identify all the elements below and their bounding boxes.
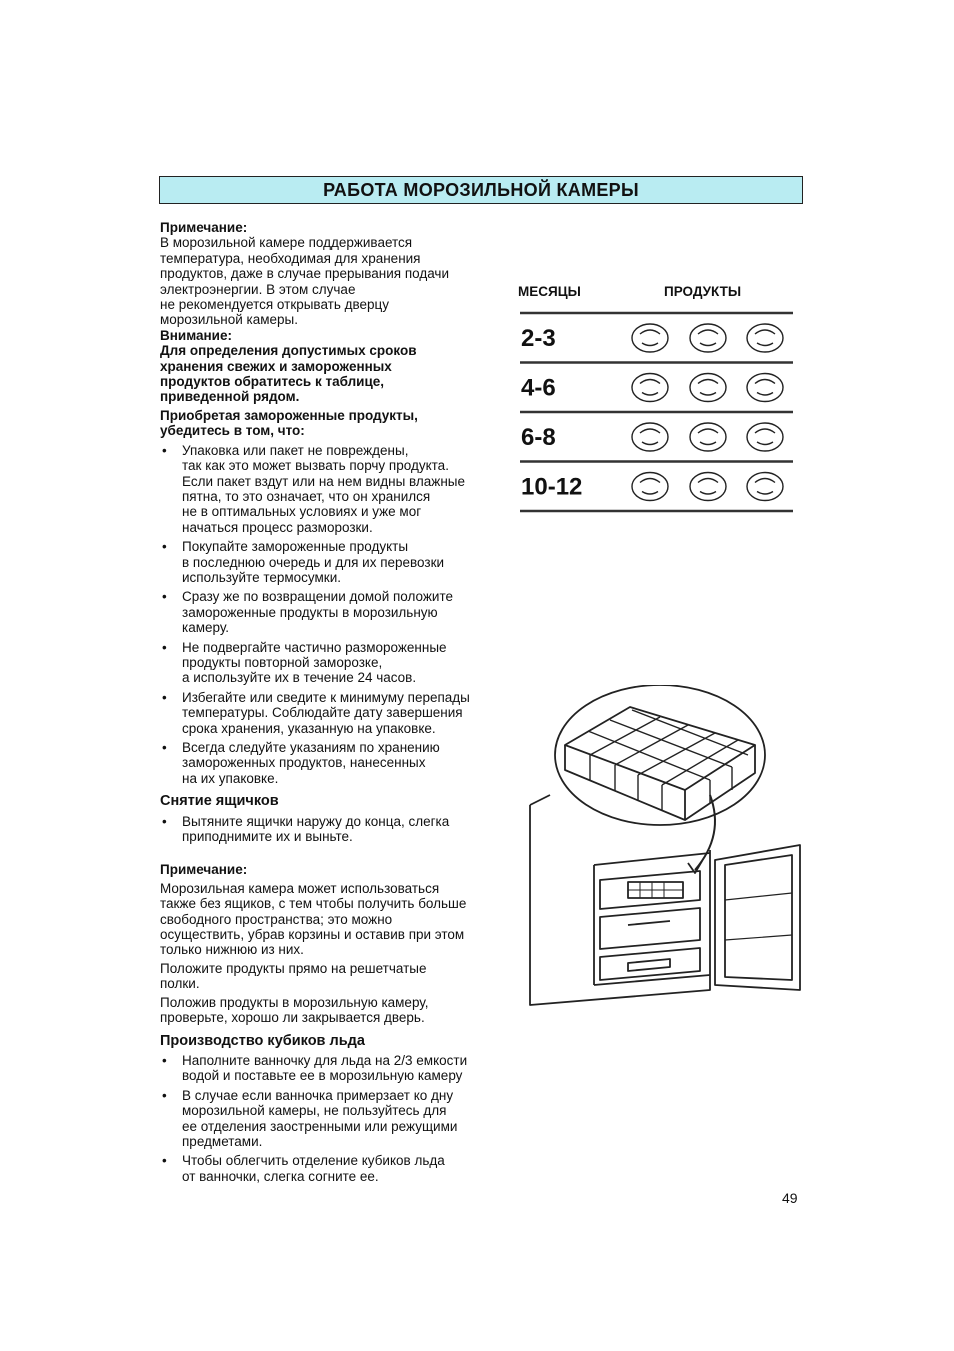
buying-bullet-line: а используйте их в течение 24 часов. (182, 670, 417, 686)
drawers-bullet-list (160, 814, 510, 845)
ice-heading: Производство кубиков льда (160, 1032, 365, 1049)
drawers-bullet-line: приподнимите их и выньте. (182, 829, 353, 845)
buying-bullet-line: пятна, то это означает, что он хранился (182, 488, 431, 504)
note2-p1 (160, 881, 510, 958)
ice-bullet-line: ее отделения заостренными или режущими (182, 1118, 458, 1134)
attention-text-line: хранения свежих и замороженных (160, 358, 392, 374)
cow-head-icon (747, 473, 783, 501)
ice-bullet-line: водой и поставьте ее в морозильную камеру (182, 1068, 463, 1084)
attention-text-line: Для определения допустимых сроков (160, 343, 417, 359)
note2-p3 (160, 995, 510, 1026)
buying-bullet-line: срока хранения, указанную на упаковке. (182, 720, 436, 736)
products-header: ПРОДУКТЫ (664, 284, 742, 299)
shrimp-icon (632, 374, 668, 402)
months-value: 2-3 (521, 325, 556, 352)
ice-bullet-line: Чтобы облегчить отделение кубиков льда (182, 1153, 445, 1169)
buying-bullet-item (160, 589, 510, 635)
buying-intro-line: убедитесь в том, что: (160, 423, 305, 439)
months-value: 6-8 (521, 424, 556, 451)
buying-bullet-line: начаться процесс разморозки. (182, 519, 373, 535)
note2-p2 (160, 961, 510, 992)
buying-bullet-line: в последнюю очередь и для их перевозки (182, 554, 445, 570)
storage-table (515, 305, 800, 520)
note2-p3-line: Положив продукты в морозильную камеру, (160, 994, 429, 1010)
buying-bullet-item (160, 539, 510, 585)
drawers-bullet-line: Вытяните ящички наружу до конца, слегка (182, 813, 450, 829)
buying-bullet-line: не в оптимальных условиях и уже мог (182, 504, 422, 520)
note1-text-line: В морозильной камере поддерживается (160, 235, 413, 251)
ice-bullet-item (160, 1088, 510, 1150)
note2-p3-line: проверьте, хорошо ли закрывается дверь. (160, 1010, 425, 1026)
butter-icon (632, 324, 668, 352)
attention-heading: Внимание: (160, 327, 232, 343)
attention-text-line: продуктов обратитесь к таблице, (160, 374, 385, 390)
buying-intro (160, 408, 510, 439)
soup-bowl-icon (747, 324, 783, 352)
drawers-bullet-item (160, 814, 510, 845)
pepper-icon (747, 423, 783, 451)
ice-bullet-line: предметами. (182, 1133, 263, 1149)
ice-bullet-list (160, 1053, 510, 1184)
months-value: 10-12 (521, 473, 583, 501)
attention-text (160, 343, 510, 405)
buying-bullet-item (160, 690, 510, 736)
note2-p1-line: также без ящиков, с тем чтобы получить больше (160, 896, 467, 912)
buying-intro-line: Приобретая замороженные продукты, (160, 407, 418, 423)
vegetables-icon (632, 423, 668, 451)
ice-bullet-item (160, 1053, 510, 1084)
page-title: РАБОТА МОРОЗИЛЬНОЙ КАМЕРЫ (323, 179, 639, 200)
note1-text-line: морозильной камеры. (160, 312, 299, 328)
months-header: МЕСЯЦЫ (518, 284, 581, 299)
buying-bullet-item (160, 740, 510, 786)
chicken-icon (632, 473, 668, 501)
buying-bullet-line: Избегайте или сведите к минимуму перепады (182, 689, 470, 705)
drawers-heading: Снятие ящичков (160, 793, 279, 810)
note1-text (160, 235, 510, 327)
left-column (160, 220, 510, 1184)
note1-text-line: продуктов, даже в случае прерывания подачи (160, 266, 450, 282)
strawberry-icon (690, 473, 726, 501)
note1-heading: Примечание: (160, 220, 248, 235)
months-value: 4-6 (521, 374, 556, 402)
buying-bullet-line: на их упаковке. (182, 770, 279, 786)
buying-bullet-line: продукты повторной заморозке, (182, 654, 383, 670)
buying-bullet-list (160, 443, 510, 787)
page-number: 49 (782, 1190, 798, 1206)
ice-bullet-line: морозильной камеры, не пользуйтесь для (182, 1103, 447, 1119)
buying-bullet-line: температуры. Соблюдайте дату завершения (182, 705, 463, 721)
cake-icon (747, 374, 783, 402)
note2-p1-line: осуществить, убрав корзины и оставив при этом (160, 927, 465, 943)
note2-p1-line: свободного пространства; это можно (160, 911, 393, 927)
note2-p2-line: Положите продукты прямо на решетчатые (160, 960, 427, 976)
buying-bullet-line: Если пакет вздут или на нем видны влажные (182, 473, 465, 489)
buying-bullet-line: используйте термосумки. (182, 569, 342, 585)
buying-bullet-line: Покупайте замороженные продукты (182, 539, 409, 555)
note2-p1-line: Морозильная камера может использоваться (160, 880, 440, 896)
buying-bullet-line: замороженных продуктов, нанесенных (182, 755, 426, 771)
ice-bullet-line: от ванночки, слегка согните ее. (182, 1168, 379, 1184)
buying-bullet-item (160, 640, 510, 686)
duck-icon (690, 374, 726, 402)
title-bar (159, 176, 803, 204)
buying-bullet-line: так как это может вызвать порчу продукта. (182, 458, 449, 474)
ice-bullet-item (160, 1153, 510, 1184)
note2-heading: Примечание: (160, 862, 248, 878)
lamb-head-icon (690, 423, 726, 451)
note2-p1-line: только нижнюю из них. (160, 942, 304, 958)
attention-text-line: приведенной рядом. (160, 389, 300, 405)
buying-bullet-line: камеру. (182, 620, 230, 636)
note1-text-line: электроэнергии. В этом случае (160, 281, 356, 297)
freezer-illustration (510, 685, 810, 1015)
ice-bullet-line: Наполните ванночку для льда на 2/3 емкости (182, 1052, 468, 1068)
note1-text-line: не рекомендуется открывать дверцу (160, 297, 390, 313)
ice-bullet-line: В случае если ванночка примерзает ко дну (182, 1087, 454, 1103)
fish-icon (690, 324, 726, 352)
buying-bullet-line: замороженные продукты в морозильную (182, 604, 438, 620)
note2-p2-line: полки. (160, 976, 200, 992)
buying-bullet-line: Упаковка или пакет не повреждены, (182, 442, 409, 458)
note1-text-line: температура, необходимая для хранения (160, 250, 421, 266)
buying-bullet-item (160, 443, 510, 535)
buying-bullet-line: Всегда следуйте указаниям по хранению (182, 740, 440, 755)
buying-bullet-line: Не подвергайте частично размороженные (182, 639, 447, 655)
buying-bullet-line: Сразу же по возвращении домой положите (182, 589, 454, 605)
